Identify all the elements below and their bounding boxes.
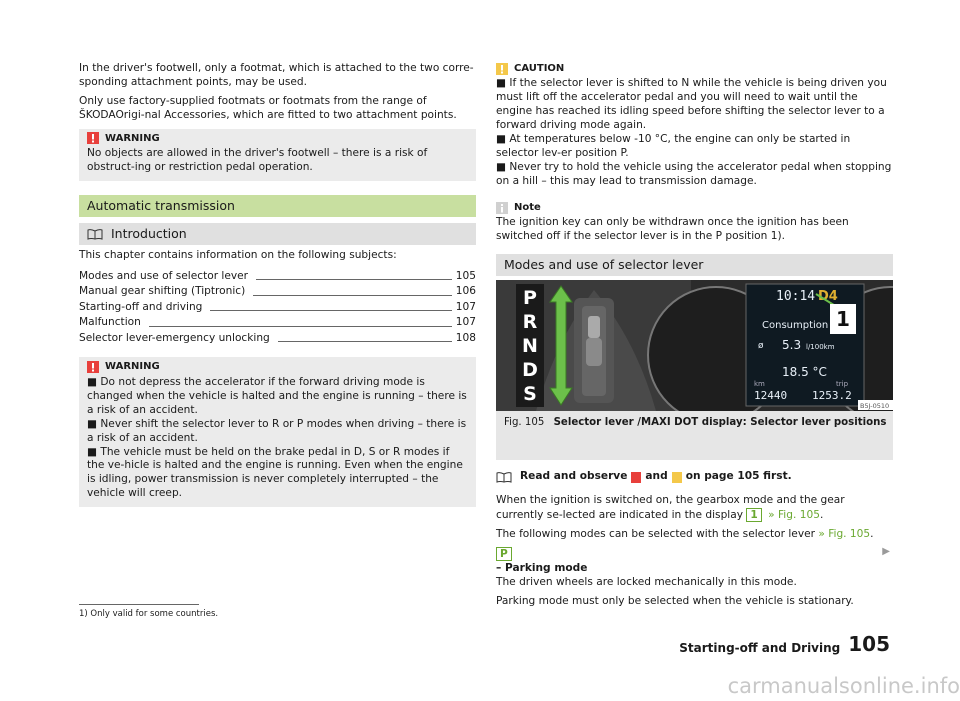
read-observe-line: Read and observe and on page 105 first.: [496, 470, 893, 484]
svg-text:ø: ø: [758, 341, 764, 352]
display-consumption-unit: l/100km: [806, 343, 835, 352]
display-consumption-value: 5.3: [782, 338, 802, 353]
left-column: [79, 62, 476, 517]
mode-paragraph-1: The driven wheels are locked mechanically in this mode.: [496, 575, 797, 588]
introduction-title: Introduction: [111, 225, 187, 241]
toc-item[interactable]: Selector lever-emergency unlocking 108: [79, 331, 476, 344]
caution-item: ■ Never try to hold the vehicle using the accelerator pedal when stopping on a hill – this may lead to transmission damage.: [496, 161, 892, 187]
section-heading-modes: Modes and use of selector lever: [496, 254, 893, 276]
lever-letter-p: P: [523, 287, 537, 310]
warning-box-1: [79, 129, 476, 181]
footnote-divider: [79, 604, 199, 605]
display-km-label: km: [754, 380, 765, 389]
display-ref-box: 1: [746, 508, 761, 522]
selector-display-illustration: [496, 280, 893, 411]
figure-caption: Selector lever /MAXI DOT display: Selector lever positions: [553, 417, 887, 429]
paragraph-display: When the ignition is switched on, the gearbox mode and the gear currently se-lected are indicated in the display 1 » Fig. 105.: [496, 494, 845, 521]
caution-title: CAUTION: [514, 63, 565, 74]
figure-code: B5J-0510: [860, 402, 890, 411]
intro-paragraph-2: Only use factory-supplied footmats or footmats from the range of ŠKODAOrigi-nal Accessories, which are fitted to two attachment points.: [79, 94, 457, 121]
toc-item[interactable]: Malfunction 107: [79, 316, 476, 328]
warning-box-2: [79, 357, 476, 507]
caution-item: ■ At temperatures below -10 °C, the engine can only be started in selector lev-er position P.: [496, 133, 851, 160]
warning-item: ■ Never shift the selector lever to R or P modes when driving – there is a risk of an accident.: [87, 417, 467, 444]
lever-letter-n: N: [522, 335, 538, 358]
note-body: The ignition key can only be withdrawn once the ignition has been switched off if the selector lever is in the P position 1).: [496, 216, 849, 243]
warning-title: WARNING: [105, 132, 160, 144]
display-trip: 1253.2: [812, 389, 852, 403]
note-title: Note: [514, 201, 541, 213]
figure-image: [496, 280, 893, 411]
right-column: [496, 62, 893, 614]
mode-paragraph-2: Parking mode must only be selected when the vehicle is stationary.: [496, 594, 854, 607]
display-trip-label: trip: [836, 380, 849, 389]
warning-body: No objects are allowed in the driver's footwell – there is a risk of obstruct-ing or restriction pedal operation.: [87, 147, 428, 174]
footer-title: Starting-off and Driving: [679, 640, 841, 655]
mode-p-heading: [496, 547, 893, 576]
book-icon: [87, 228, 103, 240]
warning-item: ■ The vehicle must be held on the brake pedal in D, S or R modes if the ve-hicle is halted and the engine is running. Even when the engine is idling, power transmission is never completely interrupted – the vehicle will creep.: [87, 445, 463, 500]
page-number: 105: [848, 632, 890, 656]
lever-letter-s: S: [523, 383, 537, 406]
book-icon: [496, 471, 512, 483]
mode-box-p: P: [496, 547, 512, 561]
figure-callout-1: 1: [836, 307, 850, 332]
display-time: 10:14: [776, 289, 816, 305]
page-footer: [679, 631, 890, 657]
caution-symbol-icon: [672, 472, 682, 483]
toc-item[interactable]: Modes and use of selector lever 105: [79, 269, 476, 282]
warning-icon: [87, 361, 99, 373]
display-gear: D4: [818, 289, 838, 305]
mode-title: – Parking mode: [496, 561, 588, 574]
display-temp: 18.5 °C: [782, 365, 827, 380]
toc-item[interactable]: Manual gear shifting (Tiptronic) 106: [79, 285, 476, 297]
section-heading-automatic-transmission: Automatic transmission: [79, 195, 476, 217]
toc-list: [79, 268, 476, 346]
intro-paragraph-1: In the driver's footwell, only a footmat, which is attached to the two corre-sponding attachment points, may be used.: [79, 62, 474, 88]
caution-icon: [496, 63, 508, 75]
caution-item: ■ If the selector lever is shifted to N while the vehicle is being driven you must lift off the accelerator pedal and you will need to wait until the engine has reached its idling speed before shifting the selector lever to a forward driving mode again.: [496, 77, 887, 132]
display-consumption-label: Consumption: [762, 320, 829, 332]
figure-105: [496, 280, 893, 460]
paragraph-modes: The following modes can be selected with the selector lever » Fig. 105.: [496, 527, 874, 540]
warning-item: ■ Do not depress the accelerator if the forward driving mode is changed when the vehicle is halted and the engine is running – there is a risk of an accident.: [87, 375, 467, 416]
footnote: 1) Only valid for some countries.: [79, 609, 219, 619]
figure-label: Fig. 105: [504, 417, 545, 429]
watermark: carmanualsonline.info: [727, 674, 960, 698]
toc-item[interactable]: Starting-off and driving 107: [79, 300, 476, 313]
continue-arrow-icon: ▶: [882, 546, 890, 557]
display-km: 12440: [754, 389, 788, 403]
info-icon: [496, 202, 508, 214]
fig-link[interactable]: » Fig. 105: [818, 527, 871, 540]
chapter-text: This chapter contains information on the following subjects:: [79, 249, 397, 261]
warning-symbol-icon: [631, 472, 641, 483]
lever-letter-r: R: [522, 311, 538, 334]
introduction-heading: [79, 223, 476, 245]
warning-title: WARNING: [105, 361, 160, 373]
fig-link[interactable]: » Fig. 105: [768, 509, 820, 521]
lever-letter-d: D: [522, 359, 538, 382]
warning-icon: [87, 132, 99, 144]
